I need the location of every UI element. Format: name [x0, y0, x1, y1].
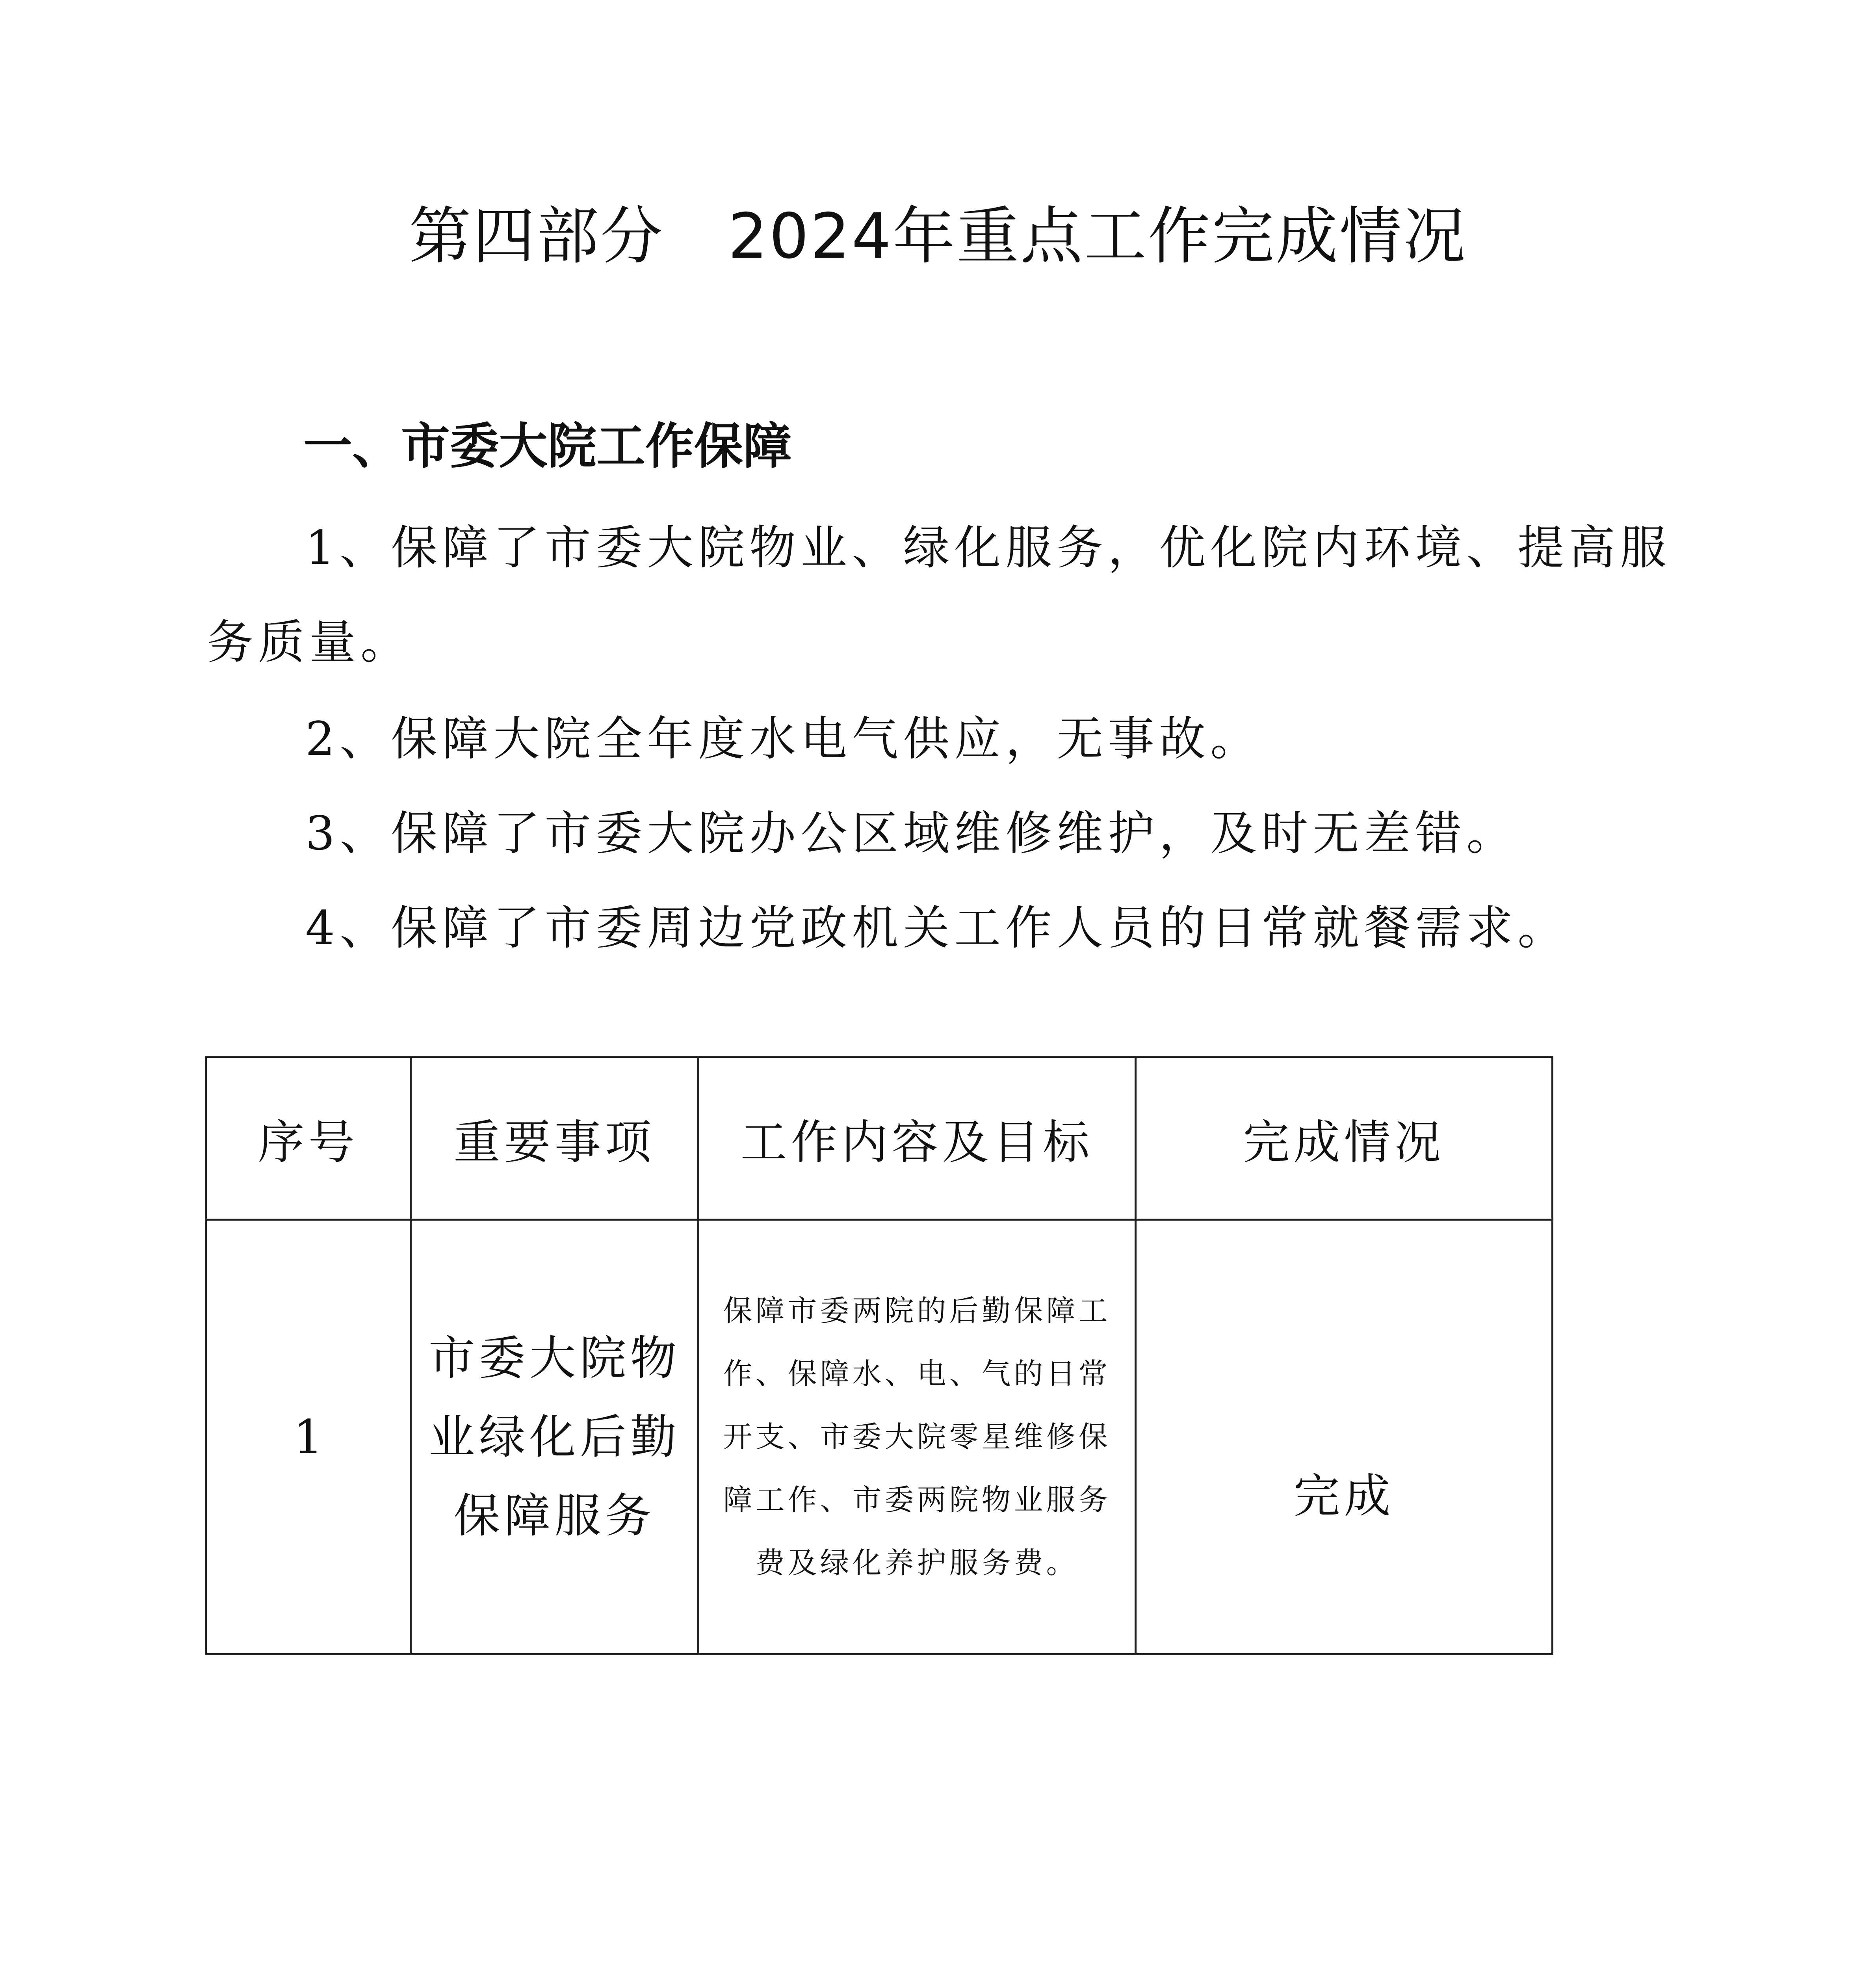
paragraph-item-1: 1、保障了市委大院物业、绿化服务，优化院内环境、提高服务质量。: [207, 520, 1672, 669]
cell-seq: 1: [206, 1220, 411, 1654]
section-heading: 一、市委大院工作保障: [303, 418, 792, 475]
paragraph-item-4: 4、保障了市委周边党政机关工作人员的日常就餐需求。: [305, 901, 1569, 955]
cell-item: 市委大院物业绿化后勤保障服务: [411, 1220, 698, 1654]
work-table: [205, 1056, 1553, 1655]
table-row: [206, 1220, 1553, 1654]
header-status: 完成情况: [1136, 1057, 1553, 1220]
cell-content: 保障市委两院的后勤保障工作、保障水、电、气的日常开支、市委大院零星维修保障工作、市委两院物业服务费及绿化养护服务费。: [698, 1220, 1136, 1654]
table-header-row: [206, 1057, 1553, 1220]
paragraph-item-3: 3、保障了市委大院办公区域维修维护，及时无差错。: [305, 806, 1518, 860]
page-title: 第四部分 2024年重点工作完成情况: [409, 200, 1467, 273]
paragraph-item-2: 2、保障大院全年度水电气供应，无事故。: [305, 712, 1262, 766]
header-content: 工作内容及目标: [698, 1057, 1136, 1220]
header-item: 重要事项: [411, 1057, 698, 1220]
header-seq: 序号: [206, 1057, 411, 1220]
cell-status: 完成: [1136, 1220, 1553, 1654]
